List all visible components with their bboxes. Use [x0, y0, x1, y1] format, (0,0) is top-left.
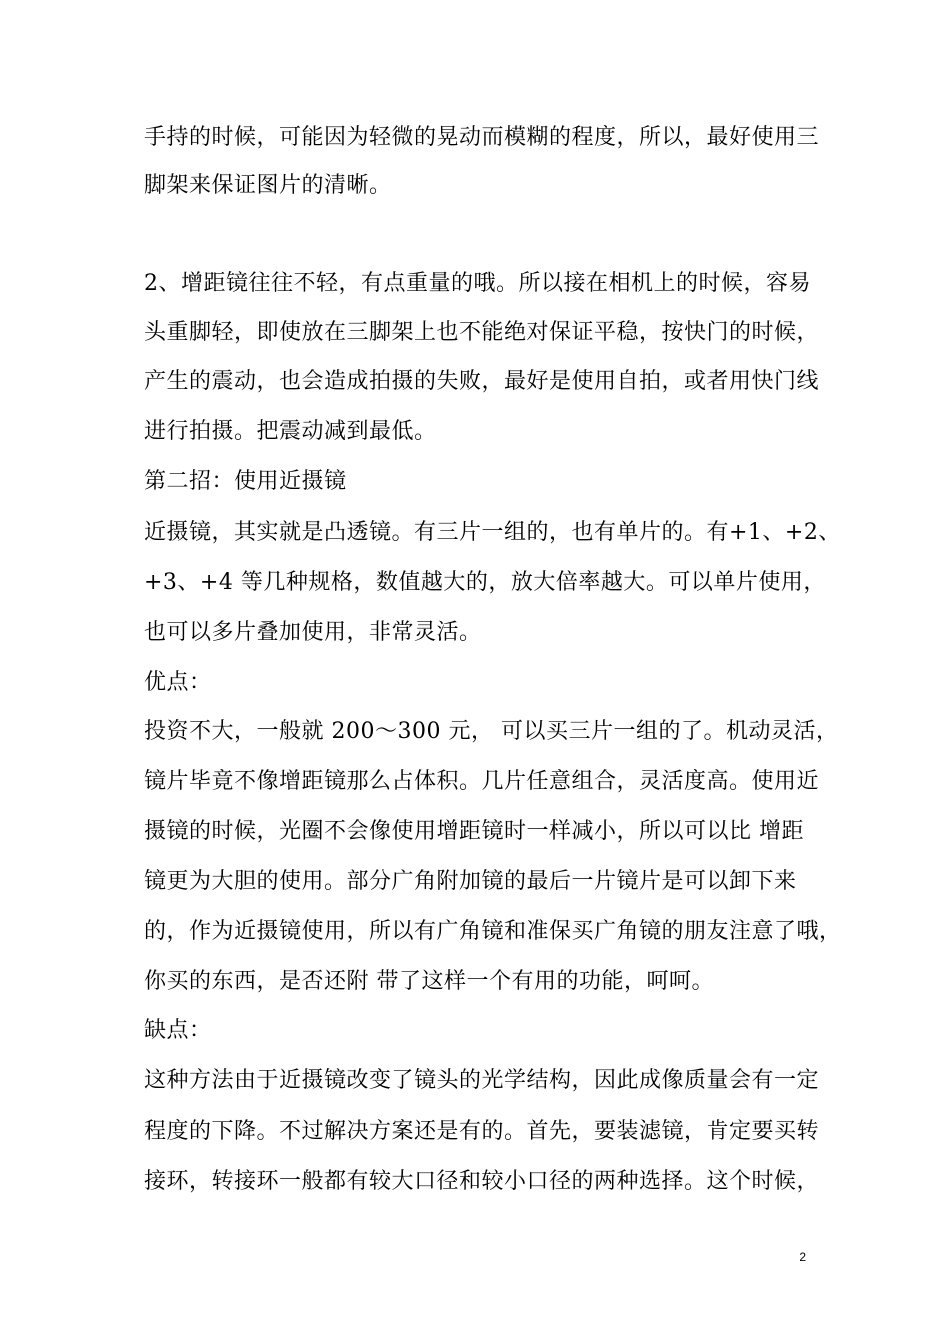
- text-line: 也可以多片叠加使用，非常灵活。: [144, 620, 482, 645]
- text-line: 镜更为大胆的使用。部分广角附加镜的最后一片镜片是可以卸下来: [144, 869, 797, 894]
- text-line: 接环，转接环一般都有较大口径和较小口径的两种选择。这个时候，: [144, 1169, 820, 1194]
- text-line: 产生的震动，也会造成拍摄的失败，最好是使用自拍，或者用快门线: [144, 369, 820, 394]
- text-line: 镜片毕竟不像增距镜那么占体积。几片任意组合，灵活度高。使用近: [144, 769, 820, 794]
- text-line: 脚架来保证图片的清晰。: [144, 173, 392, 198]
- text-line: 你买的东西，是否还附 带了这样一个有用的功能，呵呵。: [144, 969, 714, 994]
- text-line: 的，作为近摄镜使用，所以有广角镜和准保买广角镜的朋友注意了哦，: [144, 919, 842, 944]
- text-line: 这种方法由于近摄镜改变了镜头的光学结构，因此成像质量会有一定: [144, 1068, 820, 1093]
- text-line: 投资不大，一般就 200～300 元， 可以买三片一组的了。机动灵活，: [144, 719, 839, 744]
- text-line: 手持的时候，可能因为轻微的晃动而模糊的程度，所以，最好使用三: [144, 125, 820, 150]
- text-line: 2、增距镜往往不轻，有点重量的哦。所以接在相机上的时候，容易: [144, 271, 811, 296]
- page-number: 2: [799, 1250, 806, 1264]
- text-line: +3、+4 等几种规格，数值越大的，放大倍率越大。可以单片使用，: [144, 570, 826, 595]
- subheading-advantages: 优点：: [144, 670, 212, 695]
- section-heading: 第二招：使用近摄镜: [144, 469, 347, 494]
- text-line: 进行拍摄。把震动减到最低。: [144, 419, 437, 444]
- subheading-disadvantages: 缺点：: [144, 1018, 212, 1043]
- text-line: 头重脚轻，即使放在三脚架上也不能绝对保证平稳，按快门的时候，: [144, 320, 820, 345]
- text-line: 近摄镜，其实就是凸透镜。有三片一组的，也有单片的。有+1、+2、: [144, 520, 841, 545]
- text-line: 摄镜的时候，光圈不会像使用增距镜时一样减小，所以可以比 增距: [144, 819, 804, 844]
- text-line: 程度的下降。不过解决方案还是有的。首先，要装滤镜，肯定要买转: [144, 1119, 820, 1144]
